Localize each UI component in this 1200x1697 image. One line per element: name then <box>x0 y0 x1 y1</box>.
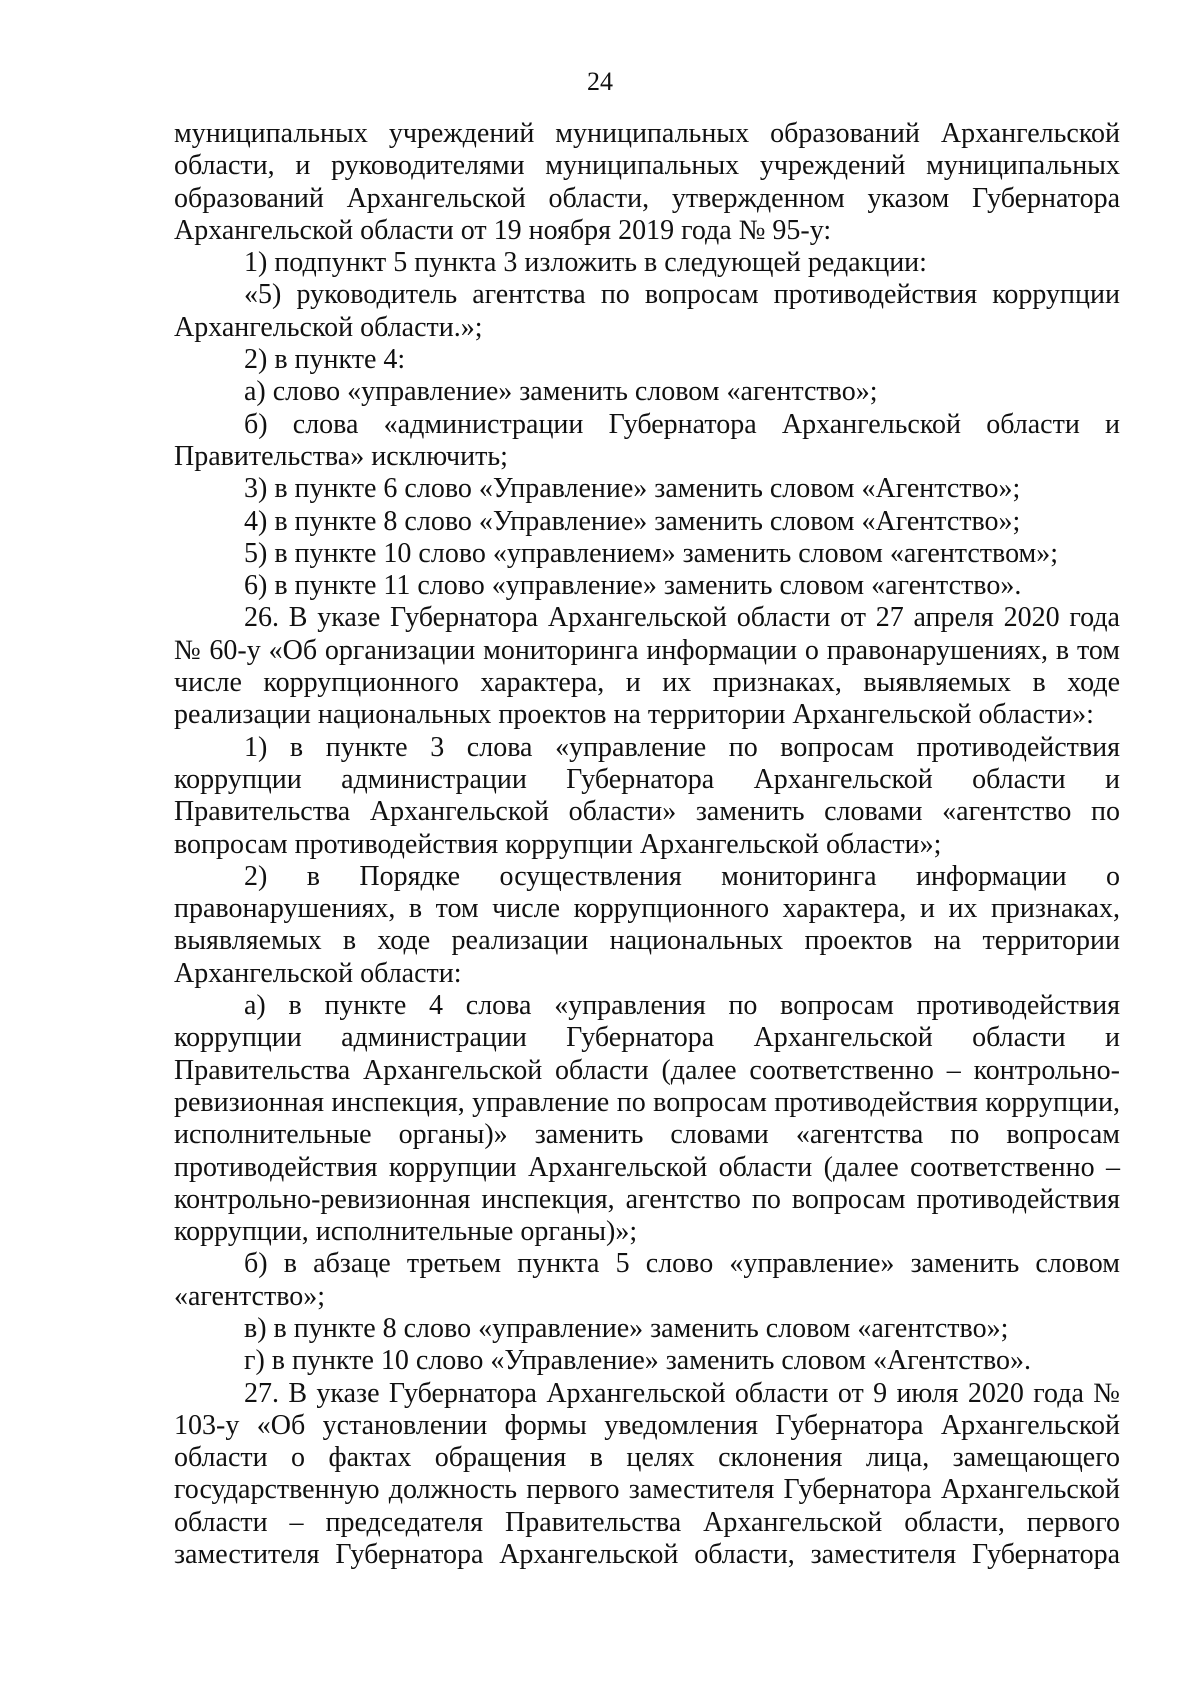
paragraph-item-3: 3) в пункте 6 слово «Управление» заменить словом «Агентство»; <box>244 473 1021 505</box>
document-body <box>174 118 1120 1571</box>
paragraph-item-1-subpoint-5: 1) подпункт 5 пункта 3 изложить в следующей редакции: <box>244 247 927 279</box>
paragraph-section-26-item-2: 2) в Порядке осуществления мониторинга информации о правонарушениях, в том числе коррупционного характера, и их признаках, выявляемых в ходе реализации национальных проектов на территории Архангельской области: <box>174 860 1120 989</box>
paragraph-item-2-point-4: 2) в пункте 4: <box>244 344 406 376</box>
paragraph-item-6: 6) в пункте 11 слово «управление» заменить словом «агентство». <box>244 570 1022 602</box>
paragraph-section-26-item-1: 1) в пункте 3 слова «управление по вопросам противодействия коррупции администрации Губернатора Архангельской области и Правительства Архангельской области» заменить словами «агентство по вопросам противодействия коррупции Архангельской области»; <box>174 731 1120 860</box>
paragraph-section-26-subitem-v: в) в пункте 8 слово «управление» заменить словом «агентство»; <box>244 1312 1009 1344</box>
paragraph-section-27: 27. В указе Губернатора Архангельской области от 9 июля 2020 года № 103-у «Об установлении формы уведомления Губернатора Архангельской области о фактах обращения в целях склонения лица, замещающего государственную должность первого заместителя Губернатора Архангельской области – председателя Правительства Архангельской области, первого заместителя Губернатора Архангельской области, заместителя Губернатора <box>174 1377 1120 1571</box>
page-number: 24 <box>587 67 613 96</box>
paragraph-subitem-a: а) слово «управление» заменить словом «агентство»; <box>244 376 878 408</box>
paragraph-continuation: муниципальных учреждений муниципальных образований Архангельской области, и руководителями муниципальных учреждений муниципальных образований Архангельской области, утвержденном указом Губернатора Архангельской области от 19 ноября 2019 года № 95-у: <box>174 118 1120 246</box>
paragraph-item-5: 5) в пункте 10 слово «управлением» заменить словом «агентством»; <box>244 537 1059 569</box>
paragraph-quoted-text: «5) руководитель агентства по вопросам противодействия коррупции Архангельской области.»; <box>174 279 1120 343</box>
paragraph-section-26-subitem-g: г) в пункте 10 слово «Управление» заменить словом «Агентство». <box>244 1345 1031 1377</box>
paragraph-section-26: 26. В указе Губернатора Архангельской области от 27 апреля 2020 года № 60-у «Об организации мониторинга информации о правонарушениях, в том числе коррупционного характера, и их признаках, выявляемых в ходе реализации национальных проектов на территории Архангельской области»: <box>174 602 1120 731</box>
paragraph-section-26-subitem-a: а) в пункте 4 слова «управления по вопросам противодействия коррупции администрации Губернатора Архангельской области и Правительства Архангельской области (далее соответственно – контрольно-ревизионная инспекция, управление по вопросам противодействия коррупции, исполнительные органы)» заменить словами «агентства по вопросам противодействия коррупции Архангельской области (далее соответственно – контрольно-ревизионная инспекция, агентство по вопросам противодействия коррупции, исполнительные органы)»; <box>174 990 1120 1248</box>
paragraph-item-4: 4) в пункте 8 слово «Управление» заменить словом «Агентство»; <box>244 505 1021 537</box>
paragraph-subitem-b: б) слова «администрации Губернатора Архангельской области и Правительства» исключить; <box>174 408 1120 472</box>
paragraph-section-26-subitem-b: б) в абзаце третьем пункта 5 слово «управление» заменить словом «агентство»; <box>174 1248 1120 1312</box>
